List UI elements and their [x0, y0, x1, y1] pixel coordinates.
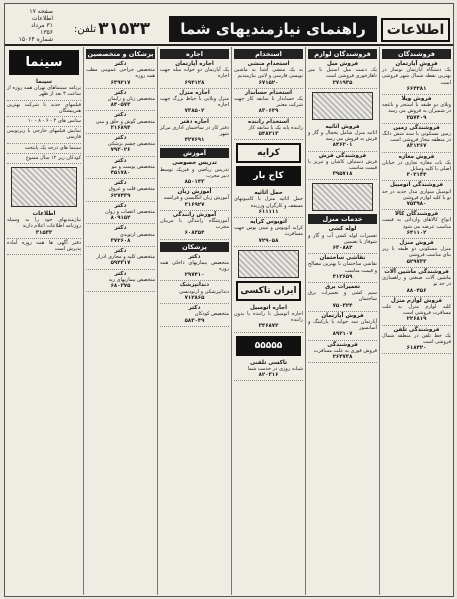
classified-ad [160, 118, 229, 147]
masthead [5, 4, 453, 46]
section-heading: فروشندگان [382, 49, 451, 59]
section-heading: آموزش [160, 148, 229, 158]
ad-phone: ۷۵۰۳۲۴ [332, 302, 353, 309]
ad-title: سینما [36, 79, 52, 85]
ad-body: زمین مسکونی با سند شش دانگ در منطقه مجاز فروشی است [382, 131, 451, 144]
classified-ad [160, 188, 229, 211]
classified-ad [382, 297, 451, 326]
ad-phone: ۵۸۳۰۴۹ [184, 317, 205, 324]
column-6 [5, 47, 83, 595]
ad-body: یک آپارتمان دو خوابه مبله جهت اجاره [160, 67, 229, 80]
ad-title: دکتر [114, 157, 127, 164]
ad-phone: ۷۲۹۰۵۸ [258, 237, 279, 244]
classified-ad [234, 218, 303, 247]
ad-phone: ۶۸۰۲۷۵ [110, 283, 131, 290]
ad-body: متخصص اعصاب و روان [105, 209, 155, 216]
ad-phone: ۲۱۶۸۹۴ [110, 124, 131, 131]
ad-phone: ۶۳۰۸۸۲ [332, 245, 353, 252]
ad-phone: ۳۷۲۶۰۸ [110, 237, 131, 244]
classified-ad [7, 239, 81, 255]
ad-title: اطلاعات [32, 211, 56, 218]
ad-phone: ۶۴۱۱۰۲ [406, 229, 427, 236]
classified-ad [7, 117, 81, 127]
ad-body: کرایه اتوبوس و مینی بوس جهت مسافرت [234, 225, 303, 238]
ad-phone: ۸۴۶۲۰۱ [332, 142, 353, 149]
classified-ad [86, 89, 155, 112]
ad-title: تعمیرات برق [325, 284, 360, 291]
ad-body: برنامه سینماهای تهران همه روزه از ساعت ۴ بعد از ظهر [7, 85, 81, 98]
classified-ad [160, 211, 229, 240]
ad-title: نقاشی ساختمان [319, 255, 366, 262]
issue-line: ۳۱ مرداد [31, 22, 53, 29]
ad-title: اجاره دفتر [180, 118, 209, 125]
ad-phone: ۶۲۷۴۳۹ [110, 192, 131, 199]
issue-line: ۱۳۵۶ [40, 29, 53, 36]
classified-ad [86, 247, 155, 270]
ad-phone: ۷۳۸۵۰۲ [184, 108, 205, 115]
ad-title: اجاره اتومبیل [249, 304, 288, 311]
classified-ad [234, 304, 303, 333]
ad-title: فروش مبل [326, 61, 359, 67]
ad-phone: ۵۴۸۲۱۳ [258, 131, 279, 138]
ad-title: دکتر [188, 253, 201, 260]
phone-label: تلفن: [73, 23, 97, 35]
ad-title: دندانپزشک [179, 282, 210, 289]
ad-body: منزل مسکونی دو طبقه با زیر بنای مناسب فروشی [382, 246, 451, 259]
classified-ad [382, 153, 451, 182]
ad-body: متخصص جراحی عمومی مطب همه روزه [86, 67, 155, 80]
section-heading: اجاره [160, 49, 229, 59]
ad-phone: ۶۱۸۴۲۰ [406, 345, 427, 352]
classified-ad [86, 134, 155, 157]
ad-phone: ۲۷۱۹۳۵ [332, 79, 353, 86]
ad-body: فروش فوری به علت مسافرت [313, 347, 377, 354]
ad-title: حمل اثاثیه [254, 190, 283, 197]
classified-ad [160, 60, 229, 89]
ad-illustration [11, 167, 77, 207]
ad-title: فروشندگی تلفن [393, 326, 440, 333]
phone-block [57, 16, 167, 42]
display-ad-banner: ایران تاکسی [236, 281, 301, 301]
classified-ad [7, 210, 81, 239]
section-label: اطلاعات [381, 18, 450, 42]
ad-title: دکتر [114, 89, 127, 96]
ad-body: نمایش فیلمهای خارجی با زیرنویس فارسی [7, 128, 81, 141]
ad-phone: ۷۵۳۹۸۰ [406, 201, 427, 208]
ad-body: اجاره اتومبیل با راننده یا بدون راننده [234, 311, 303, 324]
classified-ad [308, 123, 377, 152]
ad-title: دکتر [114, 225, 127, 232]
ad-phone: ۶۳۹۲۱۷ [110, 79, 131, 86]
classified-ad [86, 60, 155, 89]
ad-body: متخصص بیماریهای داخلی همه روزه [160, 259, 229, 273]
classified-ad [86, 157, 155, 180]
ad-phone: ۶۰۸۳۵۴ [184, 230, 205, 237]
ad-title: آموزش رانندگی [172, 211, 217, 218]
phone-number: ۳۱۵۳۳ [98, 19, 151, 39]
ad-body: دفتر آگهی ها همه روزه آماده پذیرش است [7, 239, 81, 253]
ad-phone: ۶۱۱۱۱۱ [258, 208, 279, 215]
section-heading: پزشکان و متخصصین [87, 50, 154, 58]
ad-phone: ۳۹۵۷۱۸ [332, 171, 353, 178]
ad-body: اتومبیل سواری مدل جدید در حد نو با کلیه لوازم فروشی [382, 188, 451, 201]
ad-phone: ۸۳۰۶۴۹ [258, 108, 279, 115]
ad-title: فروشندگان کالا [394, 211, 439, 218]
ad-body: سینما های درجه یک پایتخت [24, 144, 81, 151]
ad-phone: ۸۰۹۱۵۲ [110, 215, 131, 222]
ad-title: فروشندگی زمین [393, 124, 440, 131]
ad-phone: ۷۹۳۰۲۶ [110, 147, 131, 154]
ad-body: حمل اثاثیه منزل با کامیونهای مسقف و کارگران ورزیده [234, 196, 303, 209]
ad-body: متخصص گوش و حلق و بینی [95, 118, 155, 125]
ad-title: دکتر [114, 61, 127, 67]
ad-title: دکتر [114, 180, 127, 187]
classified-ad [308, 283, 377, 312]
ad-body: شبانه روزی در خدمت شما [247, 365, 303, 372]
ad-body: کودکان زیر ۱۲ سال ممنوع [25, 154, 81, 161]
ad-title: فروشندگی [327, 341, 358, 348]
ad-phone: ۳۰۲۱۴۴ [406, 172, 427, 179]
column-1 [379, 47, 453, 595]
section-heading: پزشکان [160, 242, 229, 252]
ad-title: فروش مغازه [398, 153, 435, 160]
classified-ad [7, 101, 81, 117]
ad-title: فروش آپارتمان [321, 312, 364, 319]
ad-body: متخصص قلب و عروق [108, 186, 155, 193]
ad-body: آموزش زبان انگلیسی و فرانسه [163, 195, 229, 202]
ad-body: نقاشی ساختمان با بهترین مصالح و قیمت مناسب [308, 261, 377, 274]
ad-phone: ۴۱۲۶۵۹ [332, 273, 353, 280]
classified-ad [86, 179, 155, 202]
classified-ad [86, 202, 155, 225]
issue-line: شماره ۱۵۰۶۴ [18, 36, 53, 43]
column-3 [231, 47, 305, 595]
classified-ad [234, 359, 303, 382]
ad-body: فرش دستباف کاشان و تبریز با قیمت مناسب [308, 158, 377, 172]
ad-title: استخدام حسابدار [244, 89, 293, 96]
ad-title: اجاره منزل [179, 89, 210, 96]
ad-body: سیم کشی و تعمیرات برق ساختمان [308, 290, 377, 303]
ad-title: فروش منزل [399, 240, 434, 247]
ad-title: فروش لوازم منزل [390, 297, 443, 304]
ad-title: آموزش زبان [177, 189, 212, 196]
ad-title: دکتر [114, 202, 127, 209]
section-heading: فروشندگان لوازم [308, 49, 377, 59]
ad-body: فیلمهای جدید با شرکت بهترین هنرپیشگان [7, 101, 81, 114]
section-heading: خدمات منزل [308, 214, 377, 224]
ad-title: تدریس خصوصی [172, 160, 217, 167]
ad-body: دندانپزشکی و ارتودنسی [178, 288, 229, 295]
issue-info [7, 8, 53, 42]
ad-body: آموزشگاه رانندگی با مربیان مجرب [160, 218, 229, 231]
classified-ad [234, 118, 303, 141]
classified-ad [382, 239, 451, 268]
ad-title: فروش اثاثیه [325, 123, 360, 130]
ad-title: فروش ویلا [401, 96, 432, 103]
classified-ad [234, 60, 303, 89]
ad-body: سانس های ۴ - ۶ - ۸ - ۱۰ [27, 118, 81, 125]
ad-body: انواع کالاهای وارداتی به قیمت مناسب عرضه می شود [382, 217, 451, 230]
ad-phone: ۳۱۵۳۳ [35, 229, 53, 236]
classified-ad [86, 224, 155, 247]
ad-title: فروشندگی ماشین آلات [384, 268, 449, 275]
ad-title: دکتر [114, 248, 127, 255]
ad-title: استخدام راننده [248, 118, 289, 125]
ad-phone: ۲۵۷۴۰۹ [406, 114, 427, 121]
ad-body: یک باب مغازه تجاری در خیابان اصلی با کلیه وسایل [382, 159, 451, 173]
ad-illustration [312, 92, 373, 120]
classified-ad [382, 210, 451, 239]
classified-ad [7, 144, 81, 154]
classified-ad [160, 159, 229, 188]
ad-title: دکتر [114, 112, 127, 119]
ad-body: یک دست مبل استیل با میز ناهارخوری فروشی است [308, 67, 377, 80]
ad-title: فروش آپارتمان [395, 61, 438, 67]
display-ad-banner: کرایه [236, 143, 301, 163]
ad-body: اثاثیه منزل شامل یخچال و گاز و فرش به فروش می رسد [308, 130, 377, 143]
ad-body: تدریس ریاضی و فیزیک توسط دبیر مجرب [160, 166, 229, 179]
classified-ad [7, 78, 81, 101]
newspaper-page [4, 3, 454, 597]
ad-phone: ۳۴۶۸۷۲ [258, 323, 279, 330]
ad-title: فروشندگی اتومبیل [389, 182, 444, 189]
issue-line: صفحه ۱۷ [29, 8, 53, 15]
classified-ad [234, 89, 303, 118]
ad-phone: ۵۲۹۷۳۳ [406, 258, 427, 265]
ad-body: به یک منشی آشنا به ماشین نویسی فارسی و لاتین نیازمندیم [234, 67, 303, 80]
ad-phone: ۲۹۷۴۱۰ [184, 272, 205, 279]
ad-body: یک خط تلفن در منطقه شمال فروشی است [382, 332, 451, 345]
display-ad-banner: کاج بار [236, 166, 301, 186]
display-ad-banner: سینما [9, 50, 79, 75]
ad-body: ویلای دو طبقه با استخر و باغچه در شمیران به فروش می رسد [382, 102, 451, 115]
ad-title: دکتر [114, 270, 127, 277]
ad-body: تعمیرات لوله کشی آب و گاز و شوفاژ با تضمین [308, 232, 377, 245]
ad-title: دکتر [188, 305, 201, 312]
column-5 [83, 47, 157, 595]
issue-line: اطلاعات [31, 15, 53, 22]
classified-ad [160, 89, 229, 118]
ad-phone: ۶۶۴۲۸۱ [406, 85, 427, 92]
ad-body: یک دستگاه آپارتمان نوساز در بهترین نقطه شمال شهر فروشی است [382, 67, 451, 86]
ad-body: متخصص پوست و مو [111, 163, 155, 170]
ad-title: فروشندگی فرش [318, 152, 367, 159]
ad-phone: ۵۹۴۳۱۷ [110, 260, 131, 267]
ad-phone: ۶۷۱۵۲۰ [258, 79, 279, 86]
ad-title: استخدام منشی [247, 61, 290, 67]
ad-body: نیازمندیهای خود را به وسیله روزنامه اطلاعات اعلام دارید [7, 217, 81, 230]
classified-ad [160, 253, 229, 282]
ad-phone: ۸۵۰۱۴۳ [184, 179, 205, 186]
ad-body: متخصص کلیه و مجاری ادرار [96, 254, 155, 261]
classified-ad [160, 304, 229, 327]
ad-title: لوله کشی [328, 226, 357, 233]
ad-body: منزل ویلایی با حیاط بزرگ جهت اجاره [160, 96, 229, 109]
page-title: راهنمای نیازمندیهای شما [169, 16, 377, 42]
ad-phone: ۸۳۱۲۶۷ [406, 143, 427, 150]
ad-phone: ۳۱۶۹۲۷ [184, 201, 205, 208]
ad-body: آپارتمان سه خوابه با پارکینگ و آسانسور [308, 319, 377, 332]
ad-title: اتوبوس کرایه [250, 219, 287, 226]
classified-ad [7, 127, 81, 143]
classified-ad [234, 189, 303, 218]
ad-body: ماشین آلات صنعتی و راهسازی در حد نو [382, 275, 451, 288]
ad-phone: ۶۹۴۱۲۸ [184, 79, 205, 86]
classified-ad [382, 60, 451, 95]
classified-ad [308, 152, 377, 181]
display-ad-banner: ۵۵۵۵۵ [236, 336, 301, 356]
ad-phone: ۸۸۰۴۵۶ [406, 287, 427, 294]
classified-ad [160, 281, 229, 304]
classified-ad [308, 60, 377, 89]
classified-ad [308, 225, 377, 254]
classified-ad [382, 124, 451, 153]
ad-title: تاکسی تلفنی [249, 359, 288, 366]
ad-body: یک حسابدار با سابقه کار جهت شرکت معتبر [234, 96, 303, 109]
classified-ad [7, 154, 81, 164]
ad-title: اجاره آپارتمان [175, 61, 214, 67]
ad-body: متخصص زنان و زایمان [107, 96, 155, 103]
ad-illustration [238, 250, 299, 278]
ad-phone: ۴۵۱۷۸۰ [110, 170, 131, 177]
ad-phone: ۲۶۴۷۳۸ [332, 354, 353, 361]
classified-ad [86, 270, 155, 293]
classified-ad [308, 341, 377, 364]
ad-body: متخصص کودکان [194, 311, 229, 318]
classified-ad [382, 95, 451, 124]
ad-phone: ۷۱۲۸۶۵ [184, 294, 205, 301]
ad-phone: ۲۲۶۸۱۹ [406, 316, 427, 323]
ad-title: دکتر [114, 135, 127, 142]
column-4 [157, 47, 231, 595]
ad-body: دفتر کار در ساختمان اداری مرکز شهر [160, 124, 229, 138]
ad-illustration [312, 183, 373, 211]
section-heading: استخدام [234, 49, 303, 59]
classified-ad [382, 181, 451, 210]
classified-ad [86, 111, 155, 134]
ad-body: کلیه لوازم منزل به علت مسافرت فروشی است [382, 303, 451, 317]
classified-ad [382, 268, 451, 297]
ad-body: متخصص چشم پزشکی [107, 141, 155, 148]
ad-phone: ۸۲۰۳۱۶ [258, 372, 279, 379]
classified-ad [382, 326, 451, 355]
ad-body: راننده پایه یک با سابقه کار [248, 124, 303, 131]
ad-phone: ۸۴۰۵۷۳ [110, 102, 131, 109]
ad-phone: ۸۹۲۱۰۷ [332, 331, 353, 338]
classified-ad [308, 312, 377, 341]
classified-ad [308, 254, 377, 283]
ad-body: متخصص بیماریهای ریه [108, 276, 155, 283]
ad-body: متخصص ارتوپدی [119, 231, 155, 238]
column-2 [305, 47, 379, 595]
ad-phone: ۴۲۷۶۹۱ [184, 137, 205, 144]
